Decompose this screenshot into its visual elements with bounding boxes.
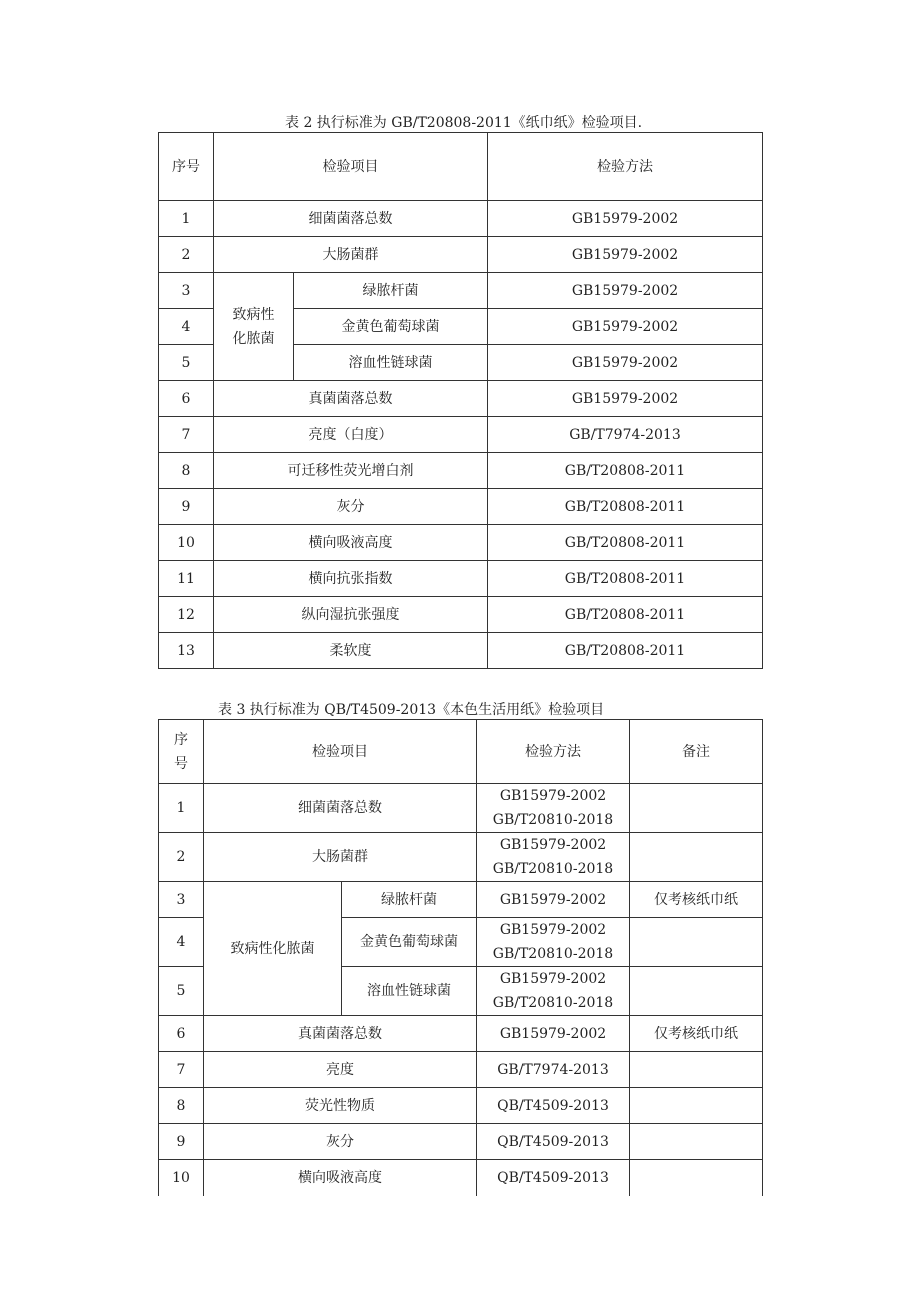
cell-item: 细菌菌落总数 xyxy=(204,784,477,833)
table3-caption: 表 3 执行标准为 QB/T4509-2013《本色生活用纸》检验项目 xyxy=(218,702,605,718)
cell-item: 溶血性链球菌 xyxy=(294,345,488,381)
table-row xyxy=(159,381,763,417)
cell-method: GB/T20808-2011 xyxy=(488,489,763,525)
cell-no: 6 xyxy=(159,1016,204,1052)
cell-method: GB15979-2002 xyxy=(488,273,763,309)
cell-no: 4 xyxy=(159,309,214,345)
cell-method: GB/T20808-2011 xyxy=(488,633,763,669)
cell-method: QB/T4509-2013 xyxy=(477,1124,630,1160)
cell-method xyxy=(477,784,630,833)
header-no-line1: 序 xyxy=(174,731,188,748)
cell-no: 11 xyxy=(159,561,214,597)
cell-item: 真菌菌落总数 xyxy=(204,1016,477,1052)
cell-item: 绿脓杆菌 xyxy=(294,273,488,309)
table-row xyxy=(159,597,763,633)
group-label-line2: 化脓菌 xyxy=(232,330,275,347)
table2 xyxy=(158,132,763,669)
table-row xyxy=(159,1016,763,1052)
cell-method-line2: GB/T20810-2018 xyxy=(492,946,614,962)
header-method: 检验方法 xyxy=(488,133,763,201)
cell-no: 3 xyxy=(159,273,214,309)
cell-method-line2: GB/T20810-2018 xyxy=(492,812,614,828)
cell-no: 9 xyxy=(159,489,214,525)
cell-item: 亮度 xyxy=(204,1052,477,1088)
cell-no: 2 xyxy=(159,833,204,882)
cell-note xyxy=(630,918,763,967)
cell-method: QB/T4509-2013 xyxy=(477,1160,630,1196)
cell-item: 柔软度 xyxy=(214,633,488,669)
table-row xyxy=(159,561,763,597)
cell-note xyxy=(630,1052,763,1088)
header-note: 备注 xyxy=(630,720,763,784)
cell-method xyxy=(477,967,630,1016)
cell-method: GB/T20808-2011 xyxy=(488,561,763,597)
cell-no: 5 xyxy=(159,967,204,1016)
cell-note xyxy=(630,1160,763,1196)
cell-method-line2: GB/T20810-2018 xyxy=(492,995,614,1011)
cell-item: 大肠菌群 xyxy=(214,237,488,273)
table-row xyxy=(159,882,763,918)
cell-no: 4 xyxy=(159,918,204,967)
cell-note xyxy=(630,1124,763,1160)
header-item: 检验项目 xyxy=(204,720,477,784)
cell-method-line1: GB15979-2002 xyxy=(499,837,607,853)
cell-no: 7 xyxy=(159,1052,204,1088)
cell-method: GB/T7974-2013 xyxy=(477,1052,630,1088)
cell-note xyxy=(630,833,763,882)
table-row xyxy=(159,1124,763,1160)
cell-no: 5 xyxy=(159,345,214,381)
table-row xyxy=(159,633,763,669)
cell-item: 细菌菌落总数 xyxy=(214,201,488,237)
table-row xyxy=(159,417,763,453)
group-label-line1: 致病性 xyxy=(232,306,275,323)
cell-item: 亮度（白度） xyxy=(214,417,488,453)
cell-method: GB/T20808-2011 xyxy=(488,453,763,489)
group-label-cell: 致病性化脓菌 xyxy=(204,882,342,1016)
table-row xyxy=(159,201,763,237)
table-row xyxy=(159,784,763,833)
cell-note xyxy=(630,1088,763,1124)
header-item: 检验项目 xyxy=(214,133,488,201)
cell-item: 金黄色葡萄球菌 xyxy=(294,309,488,345)
table-row xyxy=(159,1160,763,1196)
cell-no: 9 xyxy=(159,1124,204,1160)
cell-no: 1 xyxy=(159,201,214,237)
cell-method xyxy=(477,833,630,882)
cell-item: 灰分 xyxy=(214,489,488,525)
cell-item: 横向吸液高度 xyxy=(204,1160,477,1196)
header-no: 序号 xyxy=(159,133,214,201)
cell-item: 灰分 xyxy=(204,1124,477,1160)
cell-method: GB/T7974-2013 xyxy=(488,417,763,453)
cell-no: 10 xyxy=(159,1160,204,1196)
table-header-row xyxy=(159,133,763,201)
cell-method xyxy=(477,918,630,967)
table-row xyxy=(159,237,763,273)
cell-note: 仅考核纸巾纸 xyxy=(630,882,763,918)
cell-no: 13 xyxy=(159,633,214,669)
header-method: 检验方法 xyxy=(477,720,630,784)
header-no xyxy=(159,720,204,784)
table-row xyxy=(159,1052,763,1088)
table-row xyxy=(159,833,763,882)
cell-note: 仅考核纸巾纸 xyxy=(630,1016,763,1052)
cell-method: GB/T20808-2011 xyxy=(488,597,763,633)
cell-no: 10 xyxy=(159,525,214,561)
cell-no: 8 xyxy=(159,1088,204,1124)
cell-no: 12 xyxy=(159,597,214,633)
cell-item: 溶血性链球菌 xyxy=(342,967,477,1016)
cell-item: 大肠菌群 xyxy=(204,833,477,882)
group-label-cell xyxy=(214,273,294,381)
cell-method: GB15979-2002 xyxy=(477,1016,630,1052)
cell-no: 1 xyxy=(159,784,204,833)
cell-item: 绿脓杆菌 xyxy=(342,882,477,918)
cell-method-line1: GB15979-2002 xyxy=(499,971,607,987)
table-row xyxy=(159,1088,763,1124)
cell-item: 纵向湿抗张强度 xyxy=(214,597,488,633)
cell-item: 真菌菌落总数 xyxy=(214,381,488,417)
cell-note xyxy=(630,967,763,1016)
table-row xyxy=(159,525,763,561)
cell-method: GB15979-2002 xyxy=(488,201,763,237)
cell-no: 7 xyxy=(159,417,214,453)
cell-method: GB15979-2002 xyxy=(488,237,763,273)
cell-method: QB/T4509-2013 xyxy=(477,1088,630,1124)
table-row xyxy=(159,273,763,309)
table-row xyxy=(159,489,763,525)
cell-method: GB/T20808-2011 xyxy=(488,525,763,561)
cell-note xyxy=(630,784,763,833)
cell-item: 可迁移性荧光增白剂 xyxy=(214,453,488,489)
cell-method-line1: GB15979-2002 xyxy=(499,788,607,804)
cell-item: 金黄色葡萄球菌 xyxy=(342,918,477,967)
cell-no: 2 xyxy=(159,237,214,273)
cell-method: GB15979-2002 xyxy=(488,381,763,417)
cell-no: 8 xyxy=(159,453,214,489)
cell-no: 6 xyxy=(159,381,214,417)
cell-no: 3 xyxy=(159,882,204,918)
cell-item: 荧光性物质 xyxy=(204,1088,477,1124)
table-row xyxy=(159,453,763,489)
cell-method: GB15979-2002 xyxy=(488,309,763,345)
cell-item: 横向吸液高度 xyxy=(214,525,488,561)
table-header-row xyxy=(159,720,763,784)
cell-method-line1: GB15979-2002 xyxy=(499,922,607,938)
header-no-line2: 号 xyxy=(174,755,188,772)
cell-method-line2: GB/T20810-2018 xyxy=(492,861,614,877)
table2-caption: 表 2 执行标准为 GB/T20808-2011《纸巾纸》检验项目. xyxy=(285,115,643,131)
cell-item: 横向抗张指数 xyxy=(214,561,488,597)
cell-method: GB15979-2002 xyxy=(477,882,630,918)
cell-method: GB15979-2002 xyxy=(488,345,763,381)
table3 xyxy=(158,719,763,1196)
